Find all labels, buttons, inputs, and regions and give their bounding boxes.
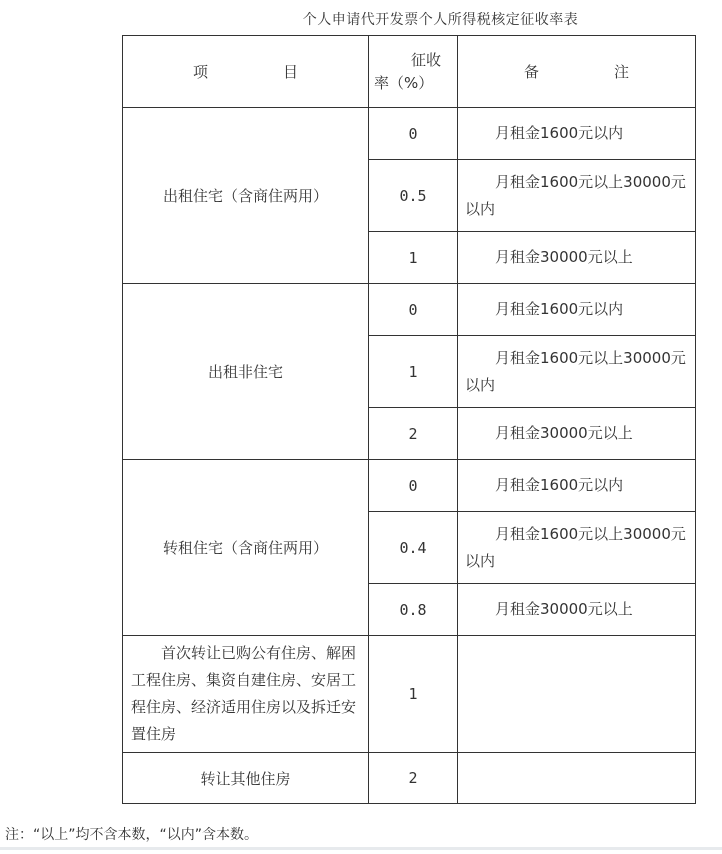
- rate-cell: 0.4: [369, 512, 458, 584]
- header-item: 项 目: [123, 36, 369, 108]
- note-cell: 月租金1600元以内: [458, 108, 696, 160]
- note-cell: 月租金1600元以内: [458, 284, 696, 336]
- table-row: [123, 108, 696, 160]
- note-cell: 月租金1600元以上30000元以内: [458, 160, 696, 232]
- item-cell-sublet-residential: 转租住宅（含商住两用）: [123, 460, 369, 636]
- note-cell: 月租金30000元以上: [458, 408, 696, 460]
- rate-cell: 1: [369, 636, 458, 753]
- footnote-text: 注：“以上”均不含本数，“以内”含本数。: [5, 827, 259, 843]
- table-row: [123, 460, 696, 512]
- header-rate: [369, 36, 458, 108]
- note-cell: [458, 753, 696, 804]
- rate-cell: 1: [369, 232, 458, 284]
- table-row: [123, 284, 696, 336]
- page-title: 个人申请代开发票个人所得税核定征收率表: [302, 12, 579, 28]
- table-header-row: [123, 36, 696, 108]
- rate-cell: 0: [369, 284, 458, 336]
- tax-rate-table: [122, 35, 696, 804]
- header-rate-line2: 率（%）: [374, 73, 434, 92]
- rate-cell: 0: [369, 108, 458, 160]
- table-row: [123, 636, 696, 753]
- header-note: 备 注: [458, 36, 696, 108]
- rate-cell: 0.8: [369, 584, 458, 636]
- note-cell: 月租金1600元以上30000元以内: [458, 512, 696, 584]
- rate-cell: 1: [369, 336, 458, 408]
- header-rate-line1: 征收: [411, 51, 442, 69]
- note-cell: 月租金30000元以上: [458, 232, 696, 284]
- table-row: [123, 753, 696, 804]
- bottom-edge-divider: [0, 847, 722, 850]
- item-cell-transfer-other: 转让其他住房: [123, 753, 369, 804]
- rate-cell: 0.5: [369, 160, 458, 232]
- rate-cell: 0: [369, 460, 458, 512]
- title-container: [122, 0, 722, 29]
- rate-cell: 2: [369, 753, 458, 804]
- note-cell: 月租金1600元以上30000元以内: [458, 336, 696, 408]
- rate-cell: 2: [369, 408, 458, 460]
- item-cell-first-transfer: 首次转让已购公有住房、解困工程住房、集资自建住房、安居工程住房、经济适用住房以及拆迁安置住房: [123, 636, 369, 753]
- note-cell: 月租金1600元以内: [458, 460, 696, 512]
- item-cell-rent-nonresidential: 出租非住宅: [123, 284, 369, 460]
- item-cell-rent-residential: 出租住宅（含商住两用）: [123, 108, 369, 284]
- note-cell: [458, 636, 696, 753]
- note-cell: 月租金30000元以上: [458, 584, 696, 636]
